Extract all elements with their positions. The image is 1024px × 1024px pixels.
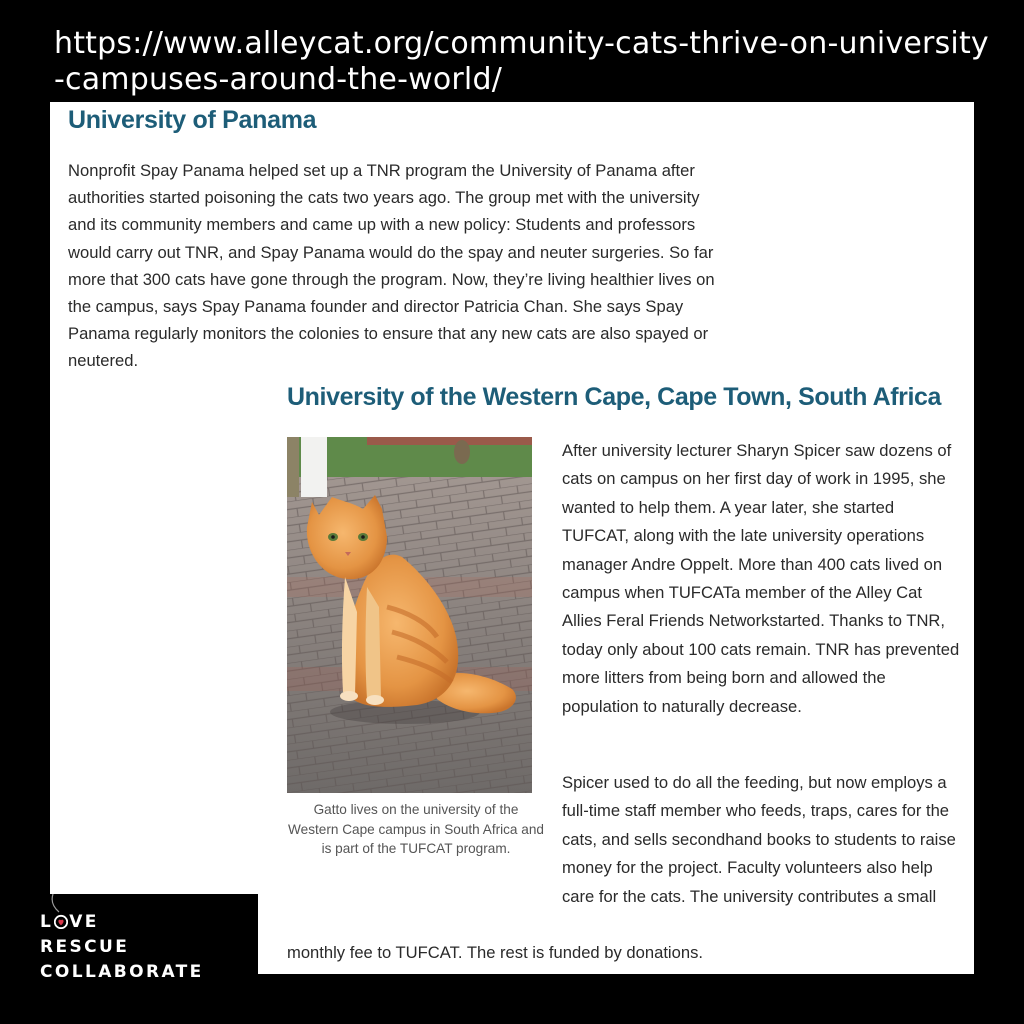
- section-body-western-cape-paragraph-2-end: monthly fee to TUFCAT. The rest is funded by donations.: [287, 943, 703, 962]
- cat-photo: [287, 437, 532, 793]
- heart-tag-icon: [54, 912, 68, 928]
- logo-line-love: [40, 910, 204, 935]
- source-url: https://www.alleycat.org/community-cats-thrive-on-university-campuses-around-the-world/: [54, 26, 989, 97]
- section-body-western-cape-paragraph-1: After university lecturer Sharyn Spicer saw dozens of cats on campus on her first day of work in 1995, she wanted to help them. A year later, she started TUFCAT, along with the late university operations manager Andre Oppelt. More than 400 cats lived on campus when TUFCATa member of the Alley Cat Allies Feral Friends Networkstarted. Thanks to TNR, today only about 100 cats remain. TNR has prevented more litters from being born and allowed the population to naturally decrease.: [562, 441, 960, 716]
- article-panel-left: [50, 380, 258, 894]
- section-heading-western-cape: University of the Western Cape, Cape Town, South Africa: [287, 383, 942, 411]
- logo-love-prefix: L: [40, 912, 54, 932]
- photo-caption: Gatto lives on the university of the Western Cape campus in South Africa and is part of the TUFCAT program.: [288, 802, 544, 856]
- brand-logo: [40, 910, 204, 985]
- section-body-panama: Nonprofit Spay Panama helped set up a TNR program the University of Panama after authorities started poisoning the cats two years ago. The group met with the university and its community members and came up with a new policy: Students and professors would carry out TNR, and Spay Panama would do the spay and neuter surgeries. So far more that 300 cats have gone through the program. Now, they’re living healthier lives on the campus, says Spay Panama founder and director Patricia Chan. She says Spay Panama regularly monitors the colonies to ensure that any new cats are also spayed or neutered.: [68, 161, 715, 371]
- logo-love-suffix: VE: [69, 912, 99, 932]
- logo-line-collaborate: COLLABORATE: [40, 962, 204, 982]
- section-body-western-cape-paragraph-2: Spicer used to do all the feeding, but now employs a full-time staff member who feeds, traps, cares for the cats, and sells secondhand books to students to raise money for the project. Faculty volunteers also help care for the cats. The university contributes a small: [562, 773, 956, 906]
- logo-line-rescue: RESCUE: [40, 937, 130, 957]
- section-heading-panama: University of Panama: [68, 106, 317, 134]
